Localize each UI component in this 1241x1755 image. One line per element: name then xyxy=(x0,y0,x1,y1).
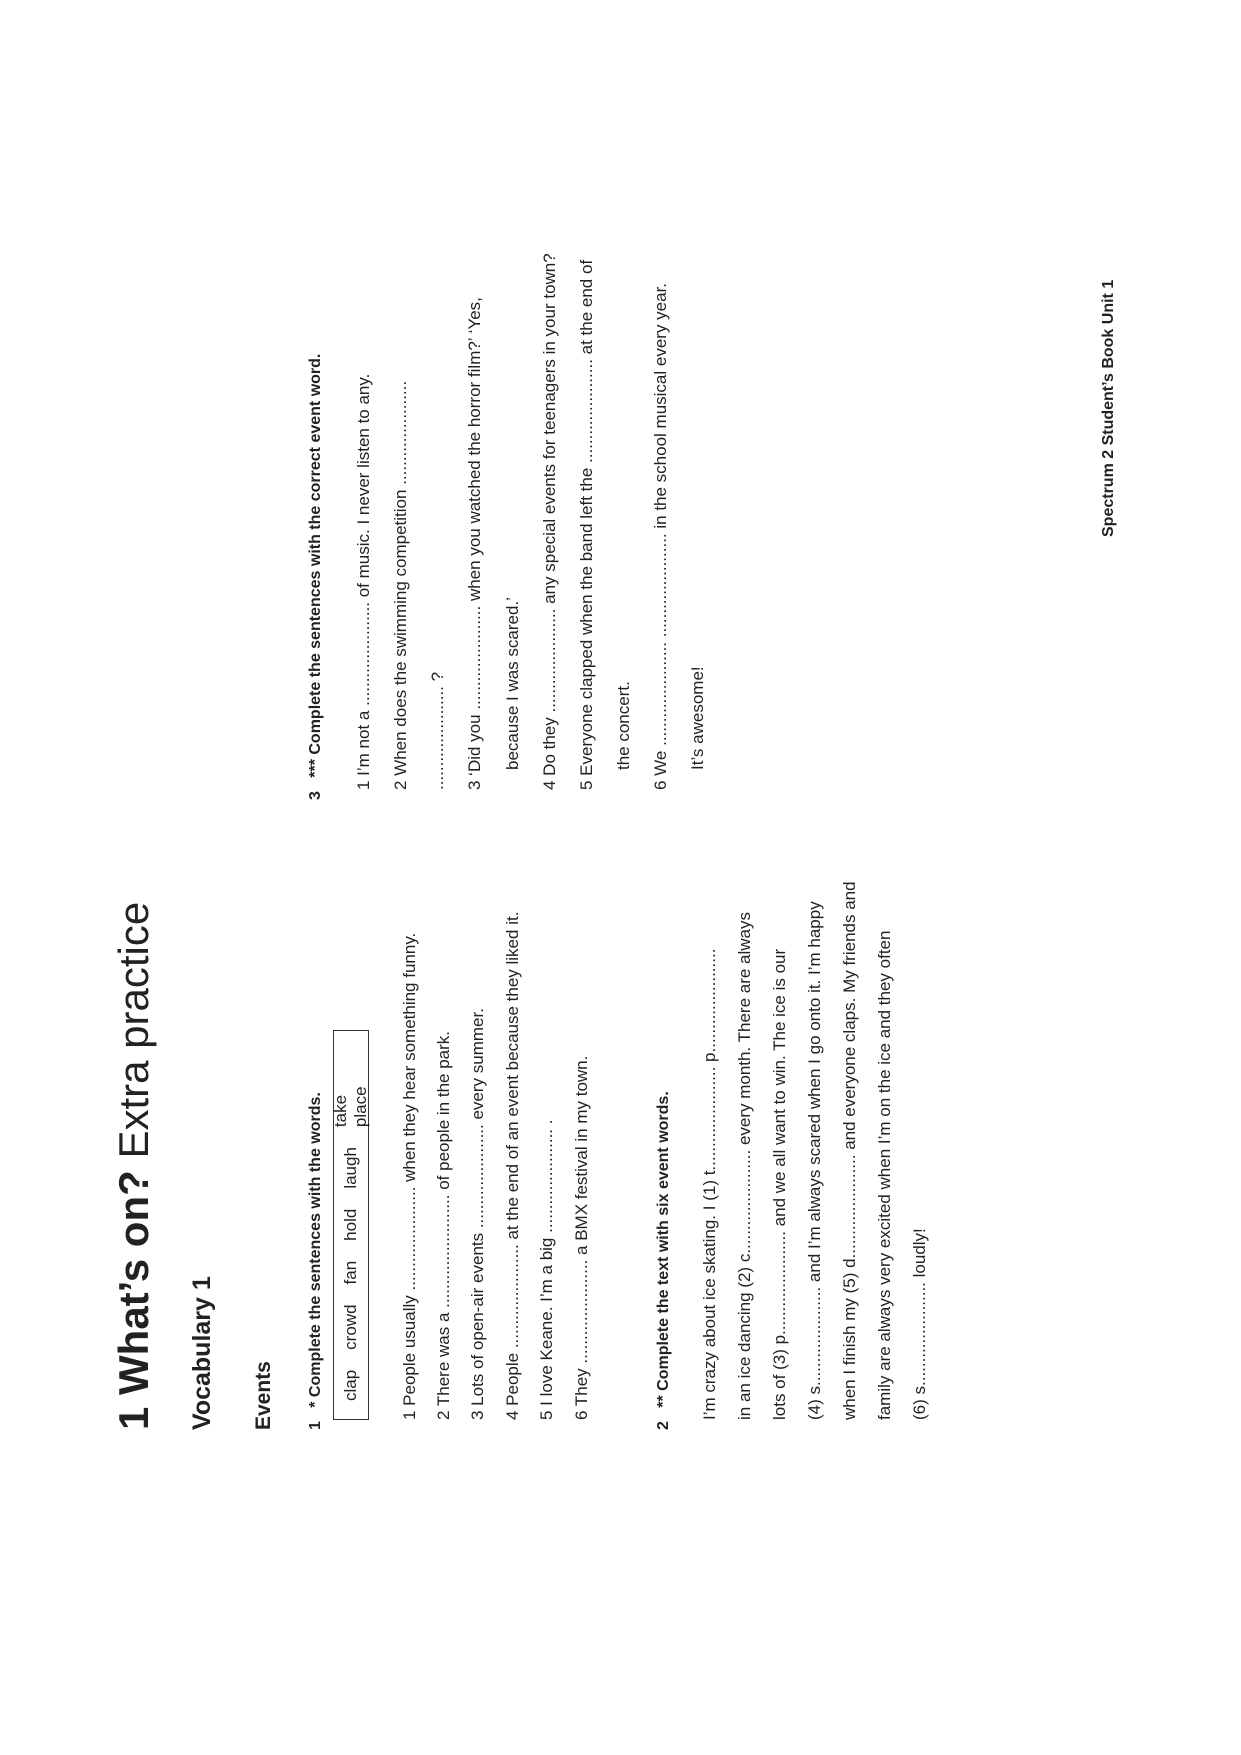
exercise1-header xyxy=(307,1092,325,1430)
exercise2-line: (4) s..................... and I’m always scared when I go onto it. I’m happy xyxy=(805,901,824,1420)
exercise1-line: 5 I love Keane. I’m a big ...................... . xyxy=(537,1119,556,1420)
exercise3-line: It’s awesome! xyxy=(688,666,707,770)
exercise3-line: the concert. xyxy=(614,681,633,770)
page-title-main: 1 What’s on? xyxy=(110,1170,157,1430)
word-box-item: take place xyxy=(331,1086,370,1128)
word-box-item: hold xyxy=(341,1208,360,1241)
footer-text: Spectrum 2 Student’s Book Unit 1 xyxy=(1100,279,1117,537)
exercise2-line: (6) s...................... loudly! xyxy=(910,1228,929,1420)
page-title-sub: Extra practice xyxy=(110,901,157,1159)
exercise2-number: 2 xyxy=(655,1421,672,1430)
word-box xyxy=(333,1030,369,1420)
exercise2-line: lots of (3) p...................... and we all want to win. The ice is our xyxy=(770,948,789,1420)
exercise3-number: 3 xyxy=(307,791,324,800)
word-box-item: crowd xyxy=(341,1304,360,1350)
exercise3-line: because I was scared.’ xyxy=(503,597,522,770)
exercise2-line: in an ice dancing (2) c...................... every month. There are always xyxy=(735,911,754,1420)
exercise3-line: 5 Everyone clapped when the band left the ...................... at the end of xyxy=(577,259,596,790)
exercise2-instruction: ** Complete the text with six event words. xyxy=(655,1091,672,1408)
section-subheading: Events xyxy=(252,1361,275,1430)
exercise1-line: 3 Lots of open-air events ...................... every summer. xyxy=(468,1008,487,1420)
exercise3-line: 2 When does the swimming competition ...................... xyxy=(391,380,410,790)
exercise3-line: 4 Do they ...................... any special events for teenagers in your town? xyxy=(540,253,559,790)
exercise1-line: 4 People ...................... at the end of an event because they liked it. xyxy=(503,911,522,1420)
exercise3-instruction: *** Complete the sentences with the correct event word. xyxy=(307,353,324,778)
exercise2-header xyxy=(655,1091,673,1430)
exercise2-line: family are always very excited when I’m on the ice and they often xyxy=(875,930,894,1420)
word-box-item: fan xyxy=(341,1260,360,1285)
page-title xyxy=(110,902,158,1430)
exercise3-line: 3 ‘Did you ...................... when you watched the horror film?’ ‘Yes, xyxy=(465,297,484,790)
section-heading: Vocabulary 1 xyxy=(188,1276,216,1430)
exercise1-line: 2 There was a ........................ of people in the park. xyxy=(434,1031,453,1420)
exercise1-line: 1 People usually ...................... when they hear something funny. xyxy=(400,932,419,1420)
exercise3-line: ...................... ? xyxy=(428,671,447,790)
exercise3-header xyxy=(307,354,325,800)
exercise2-line: I’m crazy about ice skating. I (1) t...................... p...................... xyxy=(700,948,719,1420)
exercise1-line: 6 They ...................... a BMX festival in my town. xyxy=(572,1055,591,1420)
exercise3-line: 1 I’m not a ...................... of music. I never listen to any. xyxy=(354,373,373,790)
exercise1-instruction: * Complete the sentences with the words. xyxy=(307,1092,324,1408)
exercise3-line: 6 We ...................... ...................... in the school musical every year. xyxy=(651,282,670,790)
exercise2-line: when I finish my (5) d...................... and everyone claps. My friends and xyxy=(840,881,859,1420)
word-box-item: clap xyxy=(341,1369,360,1401)
exercise1-number: 1 xyxy=(307,1421,324,1430)
word-box-item: laugh xyxy=(341,1147,360,1189)
